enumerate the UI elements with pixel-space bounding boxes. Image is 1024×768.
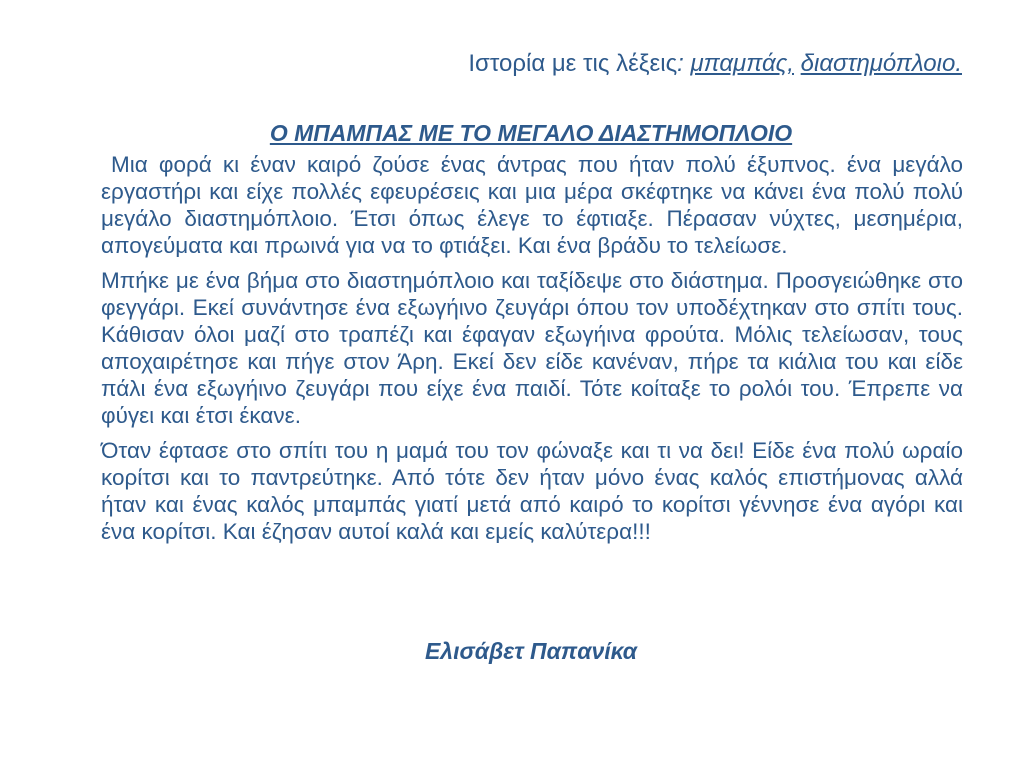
- story-paragraph-3: Όταν έφτασε στο σπίτι του η μαμά του τον φώναξε και τι να δει! Είδε ένα πολύ ωραίο κορίτσι και το παντρεύτηκε. Από τότε δεν ήταν μόνο ένας καλός επιστήμονας αλλά ήταν και ένας καλός μπαμπάς γιατί μετά από καιρό το κορίτσι γέννησε ένα αγόρι και ένα κορίτσι. Και έζησαν αυτοί καλά και εμείς καλύτερα!!!: [101, 438, 963, 544]
- story-paragraph-1: Μια φορά κι έναν καιρό ζούσε ένας άντρας που ήταν πολύ έξυπνος. ένα μεγάλο εργαστήρι και είχε πολλές εφευρέσεις και μια μέρα σκέφτηκε να κάνει ένα πολύ πολύ μεγάλο διαστημόπλοιο. Έτσι όπως έλεγε το έφτιαξε. Πέρασαν νύχτες, μεσημέρια, απογεύματα και πρωινά για να το φτιάξει. Και ένα βράδυ το τελείωσε.: [101, 152, 963, 258]
- story-title: Ο ΜΠΑΜΠΑΣ ΜΕ ΤΟ ΜΕΓΑΛΟ ΔΙΑΣΤΗΜΟΠΛΟΙΟ: [269, 120, 793, 146]
- story-paragraph-2: Μπήκε με ένα βήμα στο διαστημόπλοιο και ταξίδεψε στο διάστημα. Προσγειώθηκε στο φεγγάρι. Εκεί συνάντησε ένα εξωγήινο ζευγάρι όπου τον υποδέχτηκαν στο σπίτι τους. Κάθισαν όλοι μαζί στο τραπέζι και έφαγαν εξωγήινα φρούτα. Μόλις τελείωσαν, τους αποχαιρέτησε και πήγε στον Άρη. Εκεί δεν είδε κανέναν, πήρε τα κιάλια του και είδε πάλι ένα εξωγήινο ζευγάρι που είχε ένα παιδί. Τότε κοίταξε το ρολόι του. Έπρεπε να φύγει και έτσι έκανε.: [101, 268, 963, 428]
- story-prompt-prefix: Ιστορία με τις λέξεις: [468, 50, 678, 77]
- story-prompt-colon: :: [677, 50, 684, 77]
- story-prompt-word-spaceship: διαστημόπλοιο.: [800, 50, 962, 77]
- story-prompt-word-father: μπαμπάς,: [690, 50, 794, 77]
- story-author: Ελισάβετ Παπανίκα: [424, 638, 638, 664]
- story-body: [101, 151, 963, 553]
- story-prompt-line: [468, 48, 962, 80]
